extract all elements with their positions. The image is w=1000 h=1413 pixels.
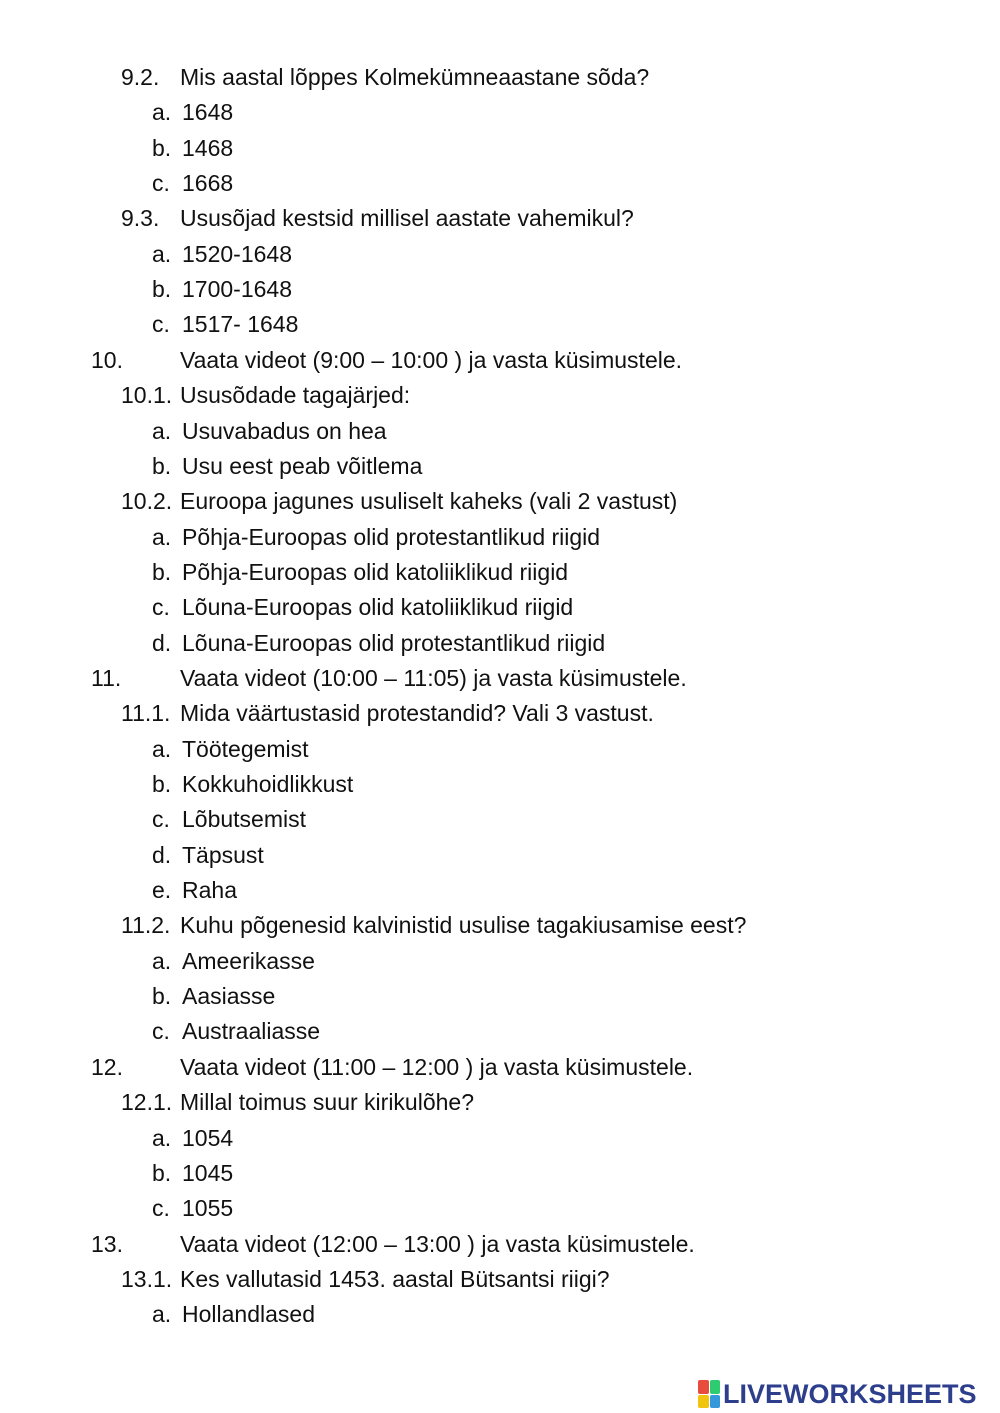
question-heading-text: Vaata videot (11:00 – 12:00 ) ja vasta küsimustele.: [180, 1054, 694, 1080]
question-heading-number: 13.: [91, 1231, 123, 1257]
liveworksheets-brand: [698, 1376, 977, 1412]
answer-option-text[interactable]: Ameerikasse: [182, 948, 315, 974]
answer-option-number: c.: [152, 806, 170, 832]
answer-option-number: a.: [152, 1125, 172, 1151]
answer-option-number: b.: [152, 276, 172, 302]
sub-question-text: Mis aastal lõppes Kolmekümneaastane sõda?: [180, 64, 650, 90]
sub-question-text: Euroopa jagunes usuliselt kaheks (vali 2 vastust): [180, 488, 678, 514]
sub-question-number: 9.2.: [121, 64, 160, 90]
question-heading-text: Vaata videot (9:00 – 10:00 ) ja vasta küsimustele.: [180, 347, 683, 373]
answer-option-text[interactable]: 1520-1648: [182, 241, 292, 267]
answer-option-number: d.: [152, 630, 172, 656]
sub-question-number: 12.1.: [121, 1089, 173, 1115]
answer-option-number: e.: [152, 877, 172, 903]
answer-option-number: b.: [152, 983, 172, 1009]
answer-option-number: b.: [152, 453, 172, 479]
answer-option-text[interactable]: 1648: [182, 99, 234, 125]
sub-question-text: Ususõdade tagajärjed:: [180, 382, 411, 408]
question-heading-text: Vaata videot (12:00 – 13:00 ) ja vasta küsimustele.: [180, 1231, 695, 1257]
sub-question-number: 11.1.: [121, 700, 171, 726]
answer-option-text[interactable]: Lõuna-Euroopas olid protestantlikud riigid: [182, 630, 606, 656]
sub-question-text: Mida väärtustasid protestandid? Vali 3 vastust.: [180, 700, 654, 726]
answer-option-number: a.: [152, 524, 172, 550]
sub-question-number: 9.3.: [121, 205, 160, 231]
question-heading-text: Vaata videot (10:00 – 11:05) ja vasta küsimustele.: [180, 665, 687, 691]
answer-option-number: a.: [152, 736, 172, 762]
answer-option-number: a.: [152, 99, 172, 125]
answer-option-text[interactable]: Usuvabadus on hea: [182, 418, 387, 444]
answer-option-number: a.: [152, 948, 172, 974]
sub-question-number: 11.2.: [121, 912, 171, 938]
answer-option-text[interactable]: 1045: [182, 1160, 234, 1186]
sub-question-number: 10.2.: [121, 488, 173, 514]
answer-option-text[interactable]: 1517- 1648: [182, 311, 299, 337]
question-heading-number: 11.: [91, 665, 122, 691]
answer-option-number: d.: [152, 842, 172, 868]
answer-option-number: b.: [152, 559, 172, 585]
answer-option-text[interactable]: 1055: [182, 1195, 234, 1221]
answer-option-number: c.: [152, 1018, 170, 1044]
answer-option-number: b.: [152, 771, 172, 797]
sub-question-text: Kuhu põgenesid kalvinistid usulise tagakiusamise eest?: [180, 912, 747, 938]
answer-option-text[interactable]: Aasiasse: [182, 983, 276, 1009]
answer-option-text[interactable]: Austraaliasse: [182, 1018, 321, 1044]
sub-question-text: Ususõjad kestsid millisel aastate vahemikul?: [180, 205, 634, 231]
answer-option-number: b.: [152, 135, 172, 161]
answer-option-number: c.: [152, 594, 170, 620]
answer-option-text[interactable]: Raha: [182, 877, 237, 903]
answer-option-text[interactable]: Lõuna-Euroopas olid katoliiklikud riigid: [182, 594, 574, 620]
answer-option-text[interactable]: 1054: [182, 1125, 234, 1151]
answer-option-number: c.: [152, 1195, 170, 1221]
brand-text: LIVEWORKSHEETS: [723, 1378, 977, 1409]
answer-option-text[interactable]: Kokkuhoidlikkust: [182, 771, 354, 797]
answer-option-text[interactable]: Täpsust: [182, 842, 264, 868]
answer-option-number: a.: [152, 418, 172, 444]
answer-option-text[interactable]: 1700-1648: [182, 276, 292, 302]
answer-option-number: c.: [152, 170, 170, 196]
sub-question-number: 10.1.: [121, 382, 173, 408]
liveworksheets-logo-icon: [698, 1380, 720, 1408]
sub-question-number: 13.1.: [121, 1266, 173, 1292]
answer-option-text[interactable]: 1668: [182, 170, 234, 196]
sub-question-text: Kes vallutasid 1453. aastal Bütsantsi riigi?: [180, 1266, 610, 1292]
answer-option-text[interactable]: Põhja-Euroopas olid katoliiklikud riigid: [182, 559, 569, 585]
question-heading-number: 12.: [91, 1054, 123, 1080]
answer-option-text[interactable]: Lõbutsemist: [182, 806, 307, 832]
answer-option-number: c.: [152, 311, 170, 337]
answer-option-number: b.: [152, 1160, 172, 1186]
answer-option-number: a.: [152, 1301, 172, 1327]
answer-option-text[interactable]: Töötegemist: [182, 736, 309, 762]
answer-option-text[interactable]: 1468: [182, 135, 234, 161]
answer-option-text[interactable]: Põhja-Euroopas olid protestantlikud riigid: [182, 524, 601, 550]
answer-option-text[interactable]: Hollandlased: [182, 1301, 315, 1327]
question-heading-number: 10.: [91, 347, 123, 373]
answer-option-number: a.: [152, 241, 172, 267]
sub-question-text: Millal toimus suur kirikulõhe?: [180, 1089, 474, 1115]
answer-option-text[interactable]: Usu eest peab võitlema: [182, 453, 423, 479]
